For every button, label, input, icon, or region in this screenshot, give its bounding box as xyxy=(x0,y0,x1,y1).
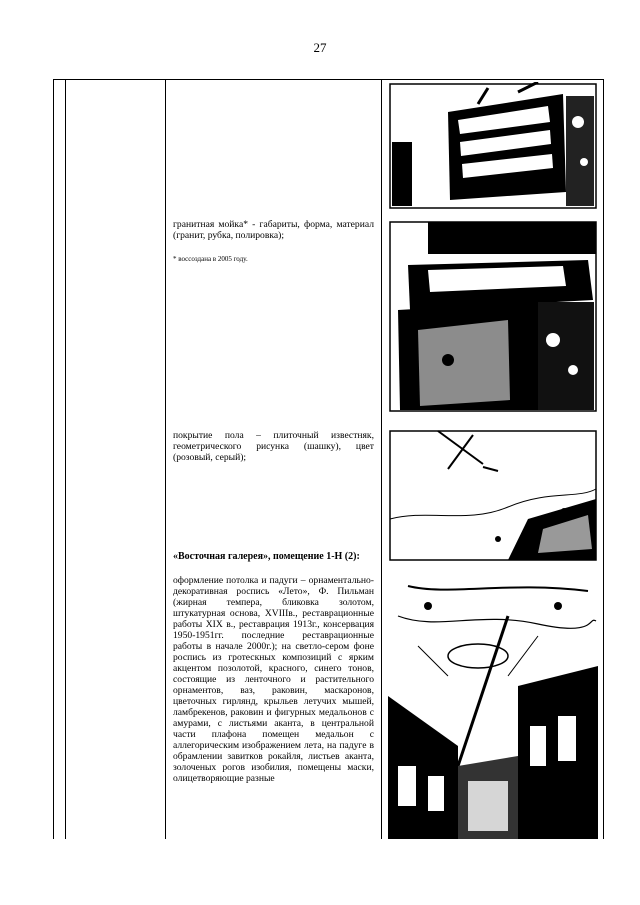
photo-building-exterior-icon xyxy=(388,82,598,210)
photo-granite-sink-icon xyxy=(388,220,598,413)
table-rule xyxy=(603,79,604,839)
description-text: покрытие пола – плиточный известняк, геометрического рисунка (шашку), цвет (розовый, серый); xyxy=(173,430,374,463)
document-table xyxy=(53,79,604,839)
section-heading: «Восточная галерея», помещение 1-Н (2): xyxy=(173,551,360,562)
table-rule xyxy=(65,79,66,839)
footnote: * воссоздана в 2005 году. xyxy=(173,255,248,263)
photo-painted-ceiling-gallery-icon xyxy=(388,576,598,839)
page-number: 27 xyxy=(313,40,327,55)
description-text: оформление потолка и падуги – орнаментально-декоративная роспись «Лето», Ф. Пильман (жирная темпера, бликовка золотом, штукатурная основа, XVIIIв., реставрационные работы XIX в., реставрация 1913г., консервация 1950-1951гг. последние реставрационные работы в начале 2000г.); на светло-сером фоне роспись из гротескных композиций с ярким акцентом позолотой, красного, синего тонов, состоящие из ленточного и растительного орнаментов, ваз, раковин, маскаронов, цветочных гирлянд, крыльев летучих мышей, ламбрекенов, раковин и фигурных медальонов с амурами, с листьями аканта, в центральной части плафона помещен медальон с аллегорическим изображением лета, на падуге в обрамлении завитков рокайля, листьев аканта, золоченых рогов изобилия, помещены маски, олицетворяющие разные xyxy=(173,575,374,784)
table-rule xyxy=(53,79,604,80)
table-rule xyxy=(53,79,54,839)
description-text: гранитная мойка* - габариты, форма, материал (гранит, рубка, полировка); xyxy=(173,219,374,241)
table-rule xyxy=(165,79,166,839)
photo-floor-tiles-icon xyxy=(388,429,598,562)
table-rule xyxy=(381,79,382,839)
